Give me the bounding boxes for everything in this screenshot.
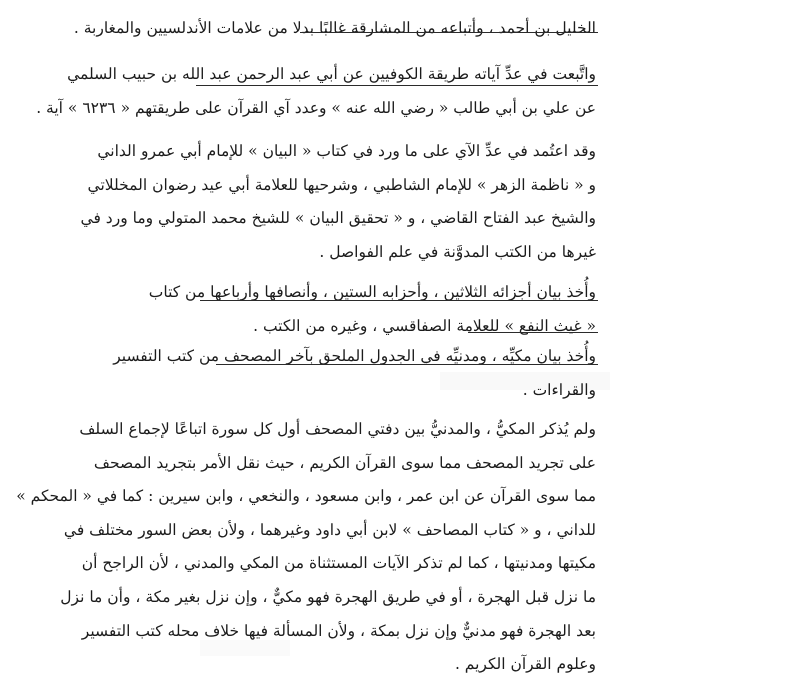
text-line: بعد الهجرة فهو مدنيٌّ وإن نزل بمكة ، ولأن المسألة فيها خلاف محله كتب التفسير xyxy=(81,621,596,640)
text-line: الخليل بن أحمد ، وأتباعه من المشارقة غالبًا بدلا من علامات الأندلسيين والمغاربة . xyxy=(73,19,596,37)
text-line: و « ناظمة الزهر » للإمام الشاطبي ، وشرحيها للعلامة أبي عيد رضوان المخللاتي xyxy=(87,175,596,194)
text-line: وعلوم القرآن الكريم . xyxy=(454,655,596,674)
text-line: على تجريد المصحف مما سوى القرآن الكريم ، حيث نقل الأمر بتجريد المصحف xyxy=(93,453,596,472)
text-line: مما سوى القرآن عن ابن عمر ، وابن مسعود ، والنخعي ، وابن سيرين : كما في « المحكم » xyxy=(16,487,596,506)
text-line: عن علي بن أبي طالب « رضي الله عنه » وعدد آي القرآن على طريقتهم « ٦٢٣٦ » آية . xyxy=(36,98,596,117)
underline-rule xyxy=(196,85,598,86)
text-line: وأُخذ بيان مكيِّه ، ومدنيِّه في الجدول الملحق بآخر المصحف من كتب التفسير xyxy=(113,347,596,365)
text-line: ولم يُذكر المكيُّ ، والمدنيُّ بين دفتي المصحف أول كل سورة اتباعًا لإجماع السلف xyxy=(79,420,596,438)
text-line: وأُخذ بيان أجزائه الثلاثين ، وأحزابه الستين ، وأنصافها وأرباعها من كتاب xyxy=(148,283,596,301)
paragraph-verse-count xyxy=(36,58,596,125)
text-line: للداني ، و « كتاب المصاحف » لابن أبي داود وغيرهما ، ولأن بعض السور مختلف في xyxy=(63,520,596,539)
paragraph-not-mentioned xyxy=(16,413,596,682)
text-line: « غيث النفع » للعلامة الصفاقسي ، وغيره من الكتب . xyxy=(253,316,596,335)
text-line: والقراءات . xyxy=(522,380,596,399)
text-line: مكيتها ومدنيتها ، كما لم تذكر الآيات المستثناة من المكي والمدني ، لأن الراجح أن xyxy=(81,554,596,573)
paragraph-parts xyxy=(148,276,596,343)
underline-rule xyxy=(300,32,598,33)
underline-rule xyxy=(468,332,598,333)
underline-rule xyxy=(200,300,598,301)
paragraph-meccan-medinan xyxy=(113,340,596,407)
text-line: وقد اعتُمد في عدِّ الآي على ما ورد في كتاب « البيان » للإمام أبي عمرو الداني xyxy=(97,142,596,160)
underline-rule xyxy=(216,364,598,365)
paragraph-sources xyxy=(80,135,596,269)
text-line: واتَّبعت في عدِّ آياته طريقة الكوفيين عن أبي عبد الرحمن عبد الله بن حبيب السلمي xyxy=(67,65,596,83)
text-line: غيرها من الكتب المدوَّنة في علم الفواصل . xyxy=(319,242,596,261)
text-line: ما نزل قبل الهجرة ، أو في طريق الهجرة فهو مكيٌّ ، وإن نزل بغير مكة ، وأن ما نزل xyxy=(60,587,596,606)
paragraph-intro xyxy=(73,12,596,46)
text-line: والشيخ عبد الفتاح القاضي ، و « تحقيق البيان » للشيخ محمد المتولي وما ورد في xyxy=(80,209,596,228)
